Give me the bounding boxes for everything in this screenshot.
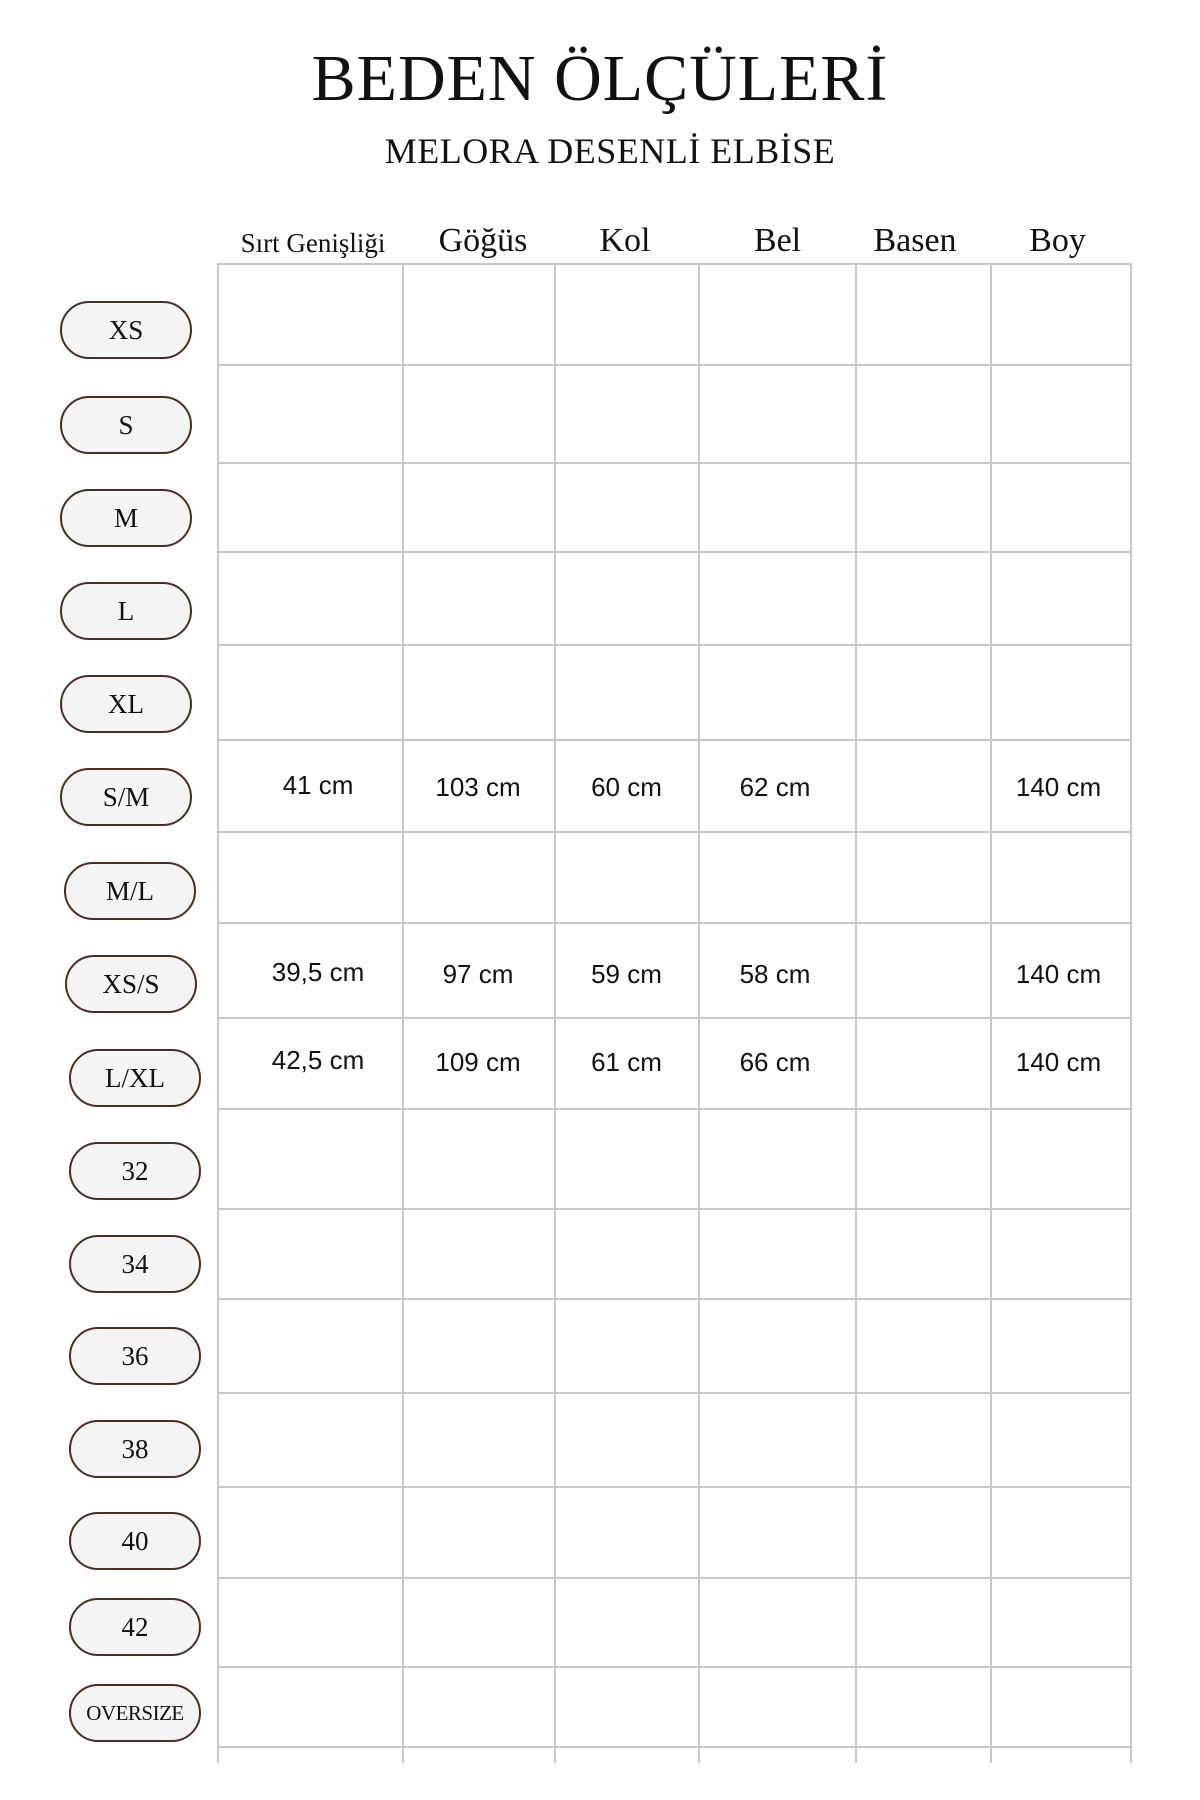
column-divider [698, 263, 700, 1763]
size-pill-m: M [60, 489, 192, 547]
size-pill-42: 42 [69, 1598, 201, 1656]
size-pill-38: 38 [69, 1420, 201, 1478]
column-header-boy: Boy [1029, 222, 1086, 259]
row-divider [218, 1666, 1131, 1668]
cell-bel: 66 cm [739, 1047, 811, 1077]
column-header-gogus: Göğüs [438, 222, 528, 259]
size-pill-xs: XS [60, 301, 192, 359]
cell-kol: 59 cm [591, 959, 662, 989]
column-divider [402, 263, 404, 1763]
row-divider [218, 1392, 1131, 1394]
row-divider [218, 1108, 1131, 1110]
row-divider [218, 263, 1131, 265]
cell-kol: 61 cm [591, 1047, 662, 1077]
row-divider [218, 644, 1131, 646]
row-divider [218, 364, 1131, 366]
size-pill-m-l: M/L [64, 862, 196, 920]
row-divider [218, 922, 1131, 924]
table-border-bottom [218, 1746, 1131, 1748]
size-pill-s: S [60, 396, 192, 454]
column-divider [554, 263, 556, 1763]
column-header-kol: Kol [599, 222, 651, 259]
row-divider [218, 1486, 1131, 1488]
table-border-left [217, 263, 219, 1763]
row-divider [218, 1017, 1131, 1019]
size-pill-36: 36 [69, 1327, 201, 1385]
page-title: BEDEN ÖLÇÜLERİ [311, 42, 889, 115]
cell-gogus: 103 cm [435, 772, 521, 802]
page-subtitle: MELORA DESENLİ ELBİSE [384, 131, 836, 171]
size-pill-s-m: S/M [60, 768, 192, 826]
column-header-bel: Bel [753, 222, 802, 259]
row-divider [218, 1208, 1131, 1210]
cell-sirt: 42,5 cm [271, 1045, 365, 1075]
cell-bel: 62 cm [739, 772, 811, 802]
column-divider [855, 263, 857, 1763]
table-border-right [1130, 263, 1132, 1763]
column-divider [990, 263, 992, 1763]
column-header-sirt: Sırt Genişliği [240, 228, 386, 258]
cell-gogus: 109 cm [435, 1047, 521, 1077]
cell-boy: 140 cm [1015, 1047, 1102, 1077]
row-divider [218, 831, 1131, 833]
size-pill-l: L [60, 582, 192, 640]
size-pill-34: 34 [69, 1235, 201, 1293]
cell-kol: 60 cm [591, 772, 662, 802]
cell-boy: 140 cm [1015, 959, 1102, 989]
cell-sirt: 41 cm [282, 770, 354, 800]
size-pill-32: 32 [69, 1142, 201, 1200]
row-divider [218, 462, 1131, 464]
size-pill-oversize: OVERSIZE [69, 1684, 201, 1742]
size-pill-xl: XL [60, 675, 192, 733]
row-divider [218, 551, 1131, 553]
row-divider [218, 1298, 1131, 1300]
row-divider [218, 739, 1131, 741]
cell-sirt: 39,5 cm [271, 957, 365, 987]
size-pill-l-xl: L/XL [69, 1049, 201, 1107]
row-divider [218, 1577, 1131, 1579]
size-pill-40: 40 [69, 1512, 201, 1570]
column-header-basen: Basen [873, 222, 957, 259]
cell-bel: 58 cm [739, 959, 811, 989]
cell-gogus: 97 cm [442, 959, 514, 989]
size-pill-xs-s: XS/S [65, 955, 197, 1013]
cell-boy: 140 cm [1015, 772, 1102, 802]
